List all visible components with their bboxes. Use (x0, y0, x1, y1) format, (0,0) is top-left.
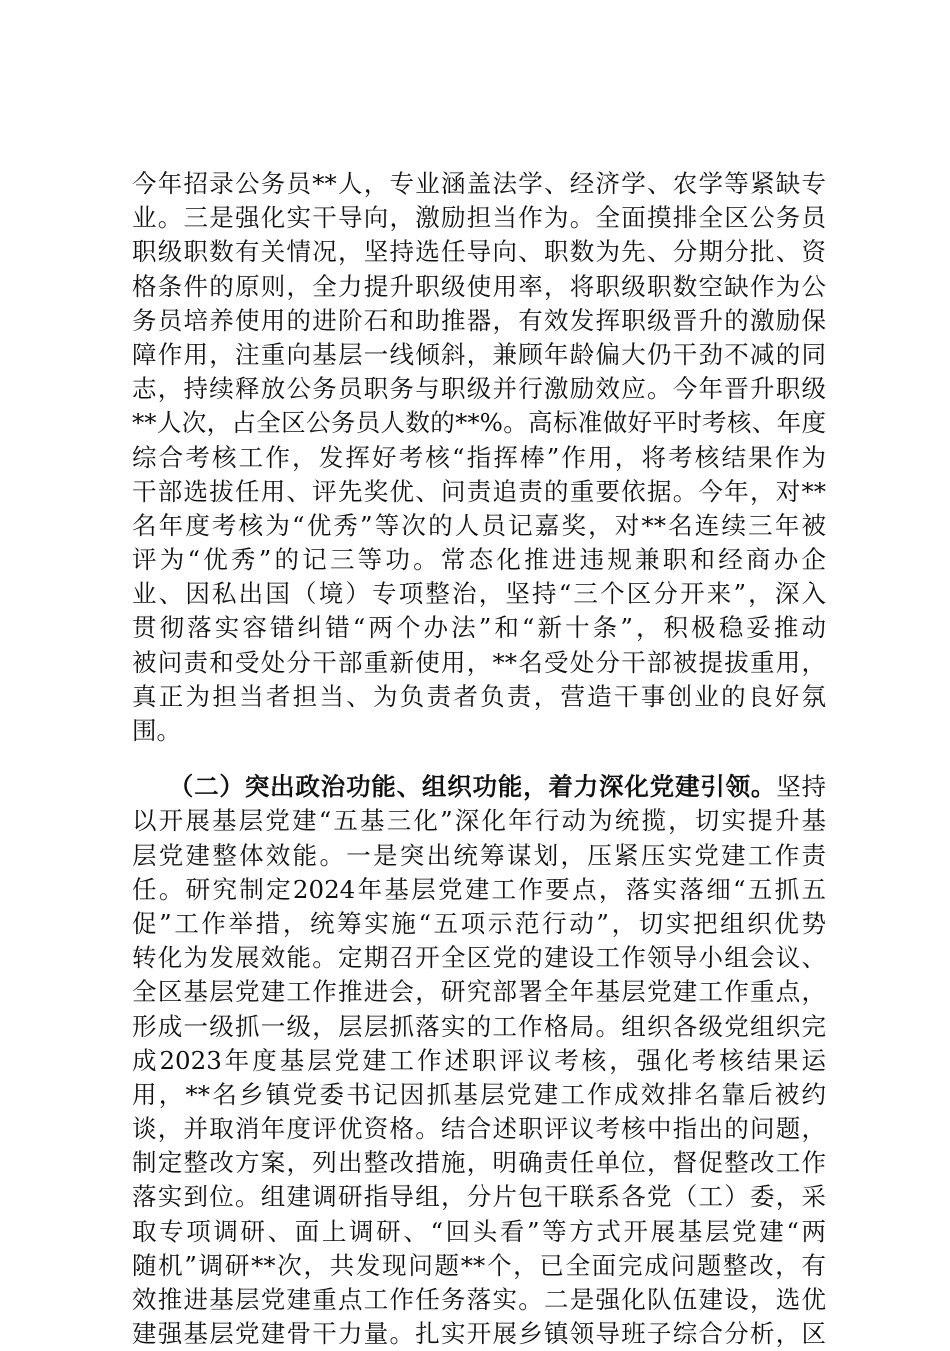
paragraph-1-line: 今年招录公务员**人，专业涵盖法学、经济学、农学等紧缺专 (132, 169, 826, 198)
paragraph-2-line: 转化为发展效能。定期召开全区党的建设工作领导小组会议、 (132, 943, 826, 973)
paragraph-2-line: 形成一级抓一级，层层抓落实的工作格局。组织各级党组织完 (132, 1011, 826, 1041)
paragraph-1-line: 志，持续释放公务员职务与职级并行激励效应。今年晋升职级 (132, 374, 826, 404)
paragraph-2-line: 成2023年度基层党建工作述职评议考核，强化考核结果运 (132, 1045, 826, 1075)
paragraph-1-line: 务员培养使用的进阶石和助推器，有效发挥职级晋升的激励保 (132, 305, 826, 335)
paragraph-1 (132, 167, 826, 748)
paragraph-2-line: 取专项调研、面上调研、“回头看”等方式开展基层党建“两 (132, 1216, 826, 1246)
paragraph-2-first-line (132, 770, 826, 804)
paragraph-2-line: 效推进基层党建重点工作任务落实。二是强化队伍建设，选优 (132, 1285, 826, 1314)
paragraph-1-line: **人次，占全区公务员人数的**%。高标准做好平时考核、年度 (132, 408, 826, 438)
paragraph-2-line: 建强基层党建骨干力量。扎实开展乡镇领导班子综合分析，区 (132, 1319, 826, 1349)
paragraph-1-line: 围。 (132, 716, 181, 745)
paragraph-2 (132, 770, 826, 1351)
paragraph-2-line: 促”工作举措，统筹实施“五项示范行动”，切实把组织优势 (132, 908, 826, 938)
paragraph-1-line: 被问责和受处分干部重新使用，**名受处分干部被提拔重用， (132, 647, 826, 677)
paragraph-1-line: 障作用，注重向基层一线倾斜，兼顾年龄偏大仍干劲不减的同 (132, 339, 826, 369)
paragraph-1-line: 名年度考核为“优秀”等次的人员记嘉奖，对**名连续三年被 (132, 510, 826, 540)
paragraph-2-line: 以开展基层党建“五基三化”深化年行动为统揽，切实提升基 (132, 806, 826, 836)
paragraph-2-first-line-text: 坚持 (776, 772, 827, 802)
paragraph-2-line: 谈，并取消年度评优资格。结合述职评议考核中指出的问题， (132, 1114, 826, 1144)
paragraph-1-line: 综合考核工作，发挥好考核“指挥棒”作用，将考核结果作为 (132, 442, 826, 472)
paragraph-1-line: 贯彻落实容错纠错“两个办法”和“新十条”，积极稳妥推动 (132, 613, 826, 643)
paragraph-1-line: 业。三是强化实干导向，激励担当作为。全面摸排全区公务员 (132, 203, 826, 233)
paragraph-1-line: 真正为担当者担当、为负责者负责，营造干事创业的良好氛 (132, 681, 826, 711)
paragraph-2-line: 全区基层党建工作推进会，研究部署全年基层党建工作重点， (132, 977, 826, 1007)
paragraph-2-line: 落实到位。组建调研指导组，分片包干联系各党（工）委，采 (132, 1182, 826, 1212)
paragraph-1-line: 评为“优秀”的记三等功。常态化推进违规兼职和经商办企 (132, 545, 826, 575)
paragraph-1-line: 格条件的原则，全力提升职级使用率，将职级职数空缺作为公 (132, 271, 826, 301)
paragraph-1-line: 业、因私出国（境）专项整治，坚持“三个区分开来”，深入 (132, 579, 826, 609)
paragraph-1-line: 职级职数有关情况，坚持选任导向、职数为先、分期分批、资 (132, 237, 826, 267)
paragraph-spacer (132, 748, 826, 770)
paragraph-1-line: 干部选拔任用、评先奖优、问责追责的重要依据。今年，对** (132, 476, 826, 506)
paragraph-2-line: 用，**名乡镇党委书记因抓基层党建工作成效排名靠后被约 (132, 1079, 826, 1109)
paragraph-2-line: 层党建整体效能。一是突出统筹谋划，压紧压实党建工作责 (132, 840, 826, 870)
paragraph-2-line: 制定整改方案，列出整改措施，明确责任单位，督促整改工作 (132, 1148, 826, 1178)
paragraph-2-line: 随机”调研**次，共发现问题**个，已全面完成问题整改，有 (132, 1250, 826, 1280)
paragraph-2-line: 任。研究制定2024年基层党建工作要点，落实落细“五抓五 (132, 874, 826, 904)
document-body (132, 167, 826, 1351)
section-heading: （二）突出政治功能、组织功能，着力深化党建引领。 (168, 772, 777, 802)
